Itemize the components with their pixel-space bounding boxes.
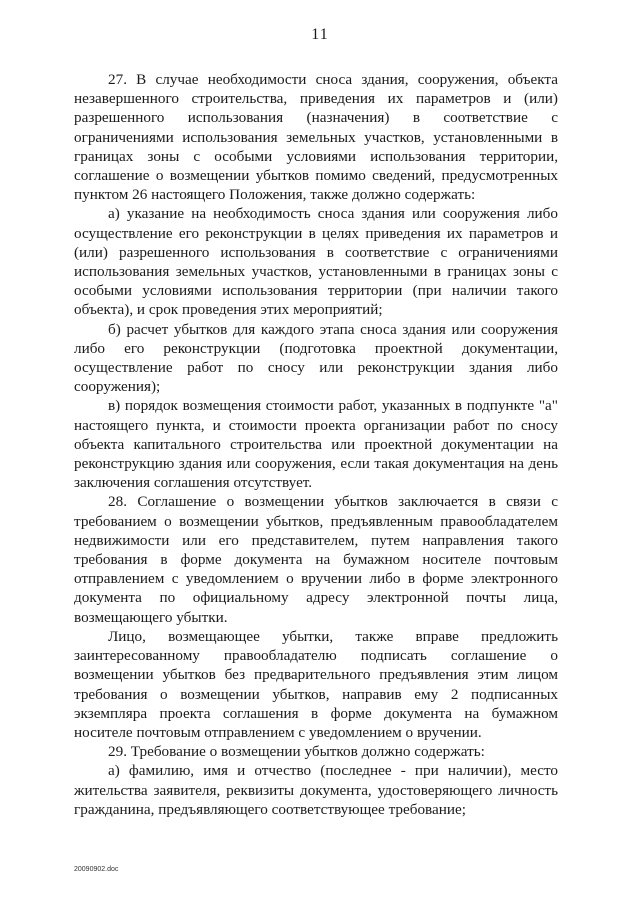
paragraph-27: 27. В случае необходимости сноса здания, сооружения, объекта незавершенного строительства, приведения их параметров и (или) разрешенного использования (назначения) в соответствие с ограничениями использования земельных участков, установленными в границах зоны с особыми условиями использования территории, соглашение о возмещении убытков помимо сведений, предусмотренных пунктом 26 настоящего Положения, также должно содержать:	[74, 71, 558, 204]
file-name-footer: 20090902.doc	[74, 866, 119, 873]
paragraph-28-continuation: Лицо, возмещающее убытки, также вправе предложить заинтересованному правообладателю подписать соглашение о возмещении убытков без предварительного предъявления этим лицом требования о возмещении убытков, направив ему 2 подписанных экземпляра проекта соглашения в форме документа на бумажном носителе почтовым отправлением с уведомлением о вручении.	[74, 627, 558, 741]
paragraph-28: 28. Соглашение о возмещении убытков заключается в связи с требованием о возмещении убытков, предъявленным правообладателем недвижимости или его представителем, путем направления такого требования в форме документа на бумажном носителе почтовым отправлением с уведомлением о вручении либо в форме электронного документа по официальному адресу электронной почты лица, возмещающего убытки.	[74, 493, 558, 626]
document-body	[74, 70, 558, 819]
paragraph-27-a: а) указание на необходимость сноса здания или сооружения либо осуществление его реконструкции в целях приведения их параметров и (или) разрешенного использования в соответствие с ограничениями использования земельных участков, установленными в границах зоны с особыми условиями использования территории (при наличии такого объекта), и срок проведения этих мероприятий;	[74, 205, 558, 319]
paragraph-27-b: б) расчет убытков для каждого этапа сноса здания или сооружения либо его реконструкции (подготовка проектной документации, осуществление работ по сносу или реконструкции здания либо сооружения);	[74, 320, 558, 396]
page-number: 11	[311, 26, 329, 43]
paragraph-27-v: в) порядок возмещения стоимости работ, указанных в подпункте "а" настоящего пункта, и стоимости проекта организации работ по сносу объекта капитального строительства или проектной документации на реконструкцию здания или сооружения, если такая документация на день заключения соглашения отсутствует.	[74, 397, 558, 492]
paragraph-29-a: а) фамилию, имя и отчество (последнее - при наличии), место жительства заявителя, реквизиты документа, удостоверяющего личность гражданина, предъявляющего соответствующее требование;	[74, 762, 558, 818]
paragraph-29: 29. Требование о возмещении убытков должно содержать:	[108, 743, 485, 761]
